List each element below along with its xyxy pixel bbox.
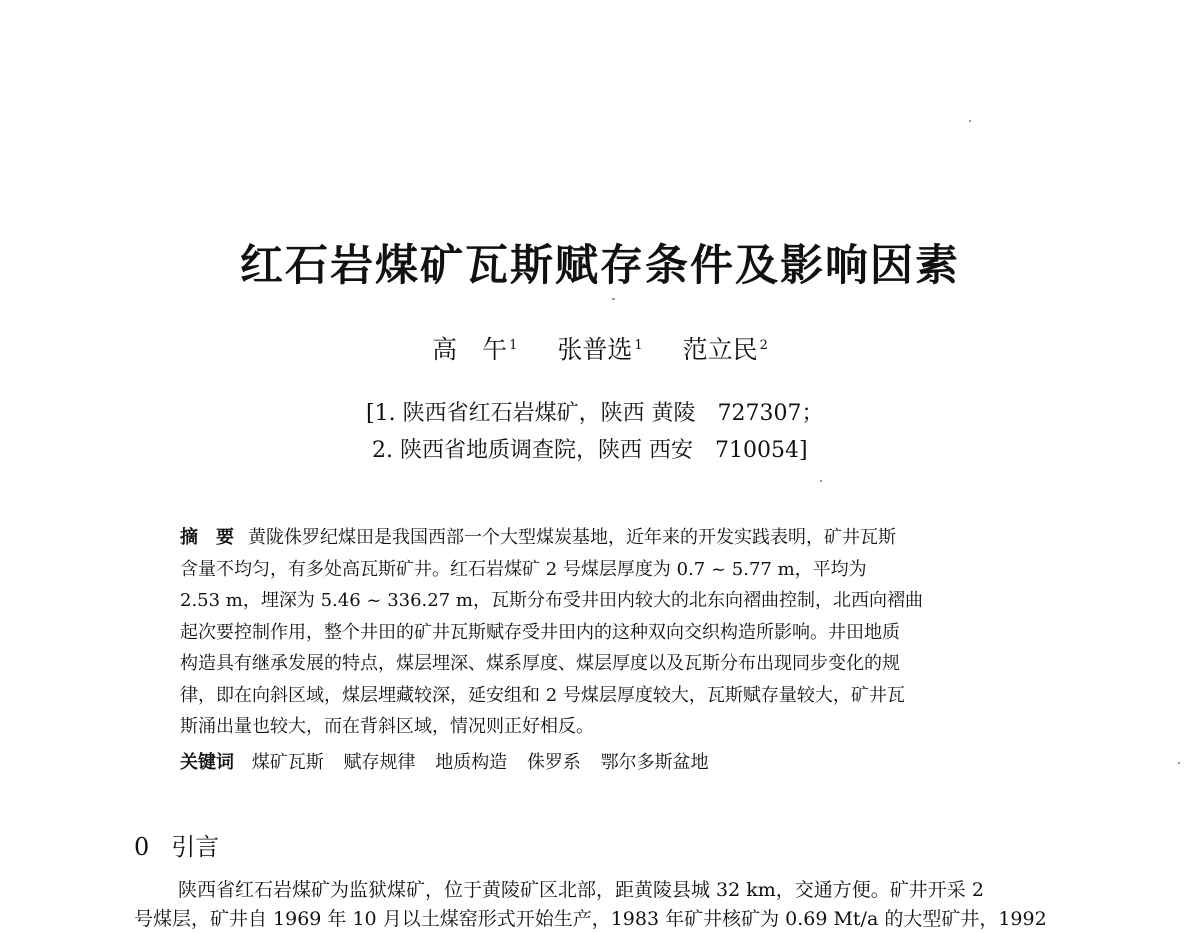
keywords	[180, 749, 1048, 777]
author-affiliation-mark: 1	[634, 338, 643, 353]
author-name: 范立民	[682, 335, 758, 364]
section-title: 引言	[171, 833, 220, 861]
keyword: 地质构造	[435, 752, 508, 773]
author-affiliation-mark: 1	[509, 338, 518, 353]
author	[432, 335, 517, 364]
abstract-line: 构造具有继承发展的特点，煤层埋深、煤系厚度、煤层厚度以及瓦斯分布出现同步变化的规	[180, 653, 900, 674]
scan-speck	[1178, 762, 1180, 764]
author-name: 张普选	[557, 335, 633, 364]
author-affiliation-mark: 2	[759, 338, 768, 353]
scan-speck	[969, 120, 971, 122]
author-name: 高 午	[432, 335, 508, 364]
body-text-line: 陕西省红石岩煤矿为监狱煤矿，位于黄陵矿区北部，距黄陵县城 32 km，交通方便。矿井开采 2	[178, 879, 984, 901]
scan-speck	[820, 480, 822, 482]
keyword: 煤矿瓦斯	[251, 752, 324, 773]
abstract-line: 律，即在向斜区域，煤层埋藏较深，延安组和 2 号煤层厚度较大，瓦斯赋存量较大，矿井瓦	[180, 684, 905, 706]
affiliation-text: 2. 陕西省地质调查院，陕西 西安 710054]	[372, 438, 808, 463]
author	[683, 335, 768, 364]
keyword: 侏罗系	[526, 752, 581, 773]
abstract-text: 黄陇侏罗纪煤田是我国西部一个大型煤炭基地，近年来的开发实践表明，矿井瓦斯	[248, 527, 896, 548]
author	[557, 335, 642, 364]
abstract-line: 斯涌出量也较大，而在背斜区域，情况则正好相反。	[180, 716, 594, 737]
keywords-label: 关键词	[180, 752, 234, 773]
affiliation-text: [1. 陕西省红石岩煤矿，陕西 黄陵 727307；	[366, 401, 824, 426]
keyword: 赋存规律	[343, 752, 416, 773]
abstract-line: 起次要控制作用，整个井田的矿井瓦斯赋存受井田内的这种双向交织构造所影响。井田地质	[180, 621, 900, 643]
abstract-label: 摘 要	[180, 527, 234, 548]
section-heading	[134, 831, 219, 863]
section-number: 0	[134, 833, 150, 861]
scan-speck	[612, 298, 615, 300]
abstract-line: 含量不均匀，有多处高瓦斯矿井。红石岩煤矿 2 号煤层厚度为 0.7 ~ 5.77 m，平均为	[180, 558, 867, 580]
abstract	[180, 522, 1048, 743]
body-text-line: 号煤层，矿井自 1969 年 10 月以土煤窑形式开始生产，1983 年矿井核矿为 0.69 Mt/a 的大型矿井，1992	[134, 908, 1047, 930]
paper-title: 红石岩煤矿瓦斯赋存条件及影响因素	[240, 241, 960, 291]
abstract-line	[180, 522, 1048, 554]
author-list	[0, 333, 1200, 367]
keyword: 鄂尔多斯盆地	[600, 752, 709, 773]
abstract-line: 2.53 m，埋深为 5.46 ~ 336.27 m，瓦斯分布受井田内较大的北东向褶曲控制，北西向褶曲	[180, 590, 923, 611]
